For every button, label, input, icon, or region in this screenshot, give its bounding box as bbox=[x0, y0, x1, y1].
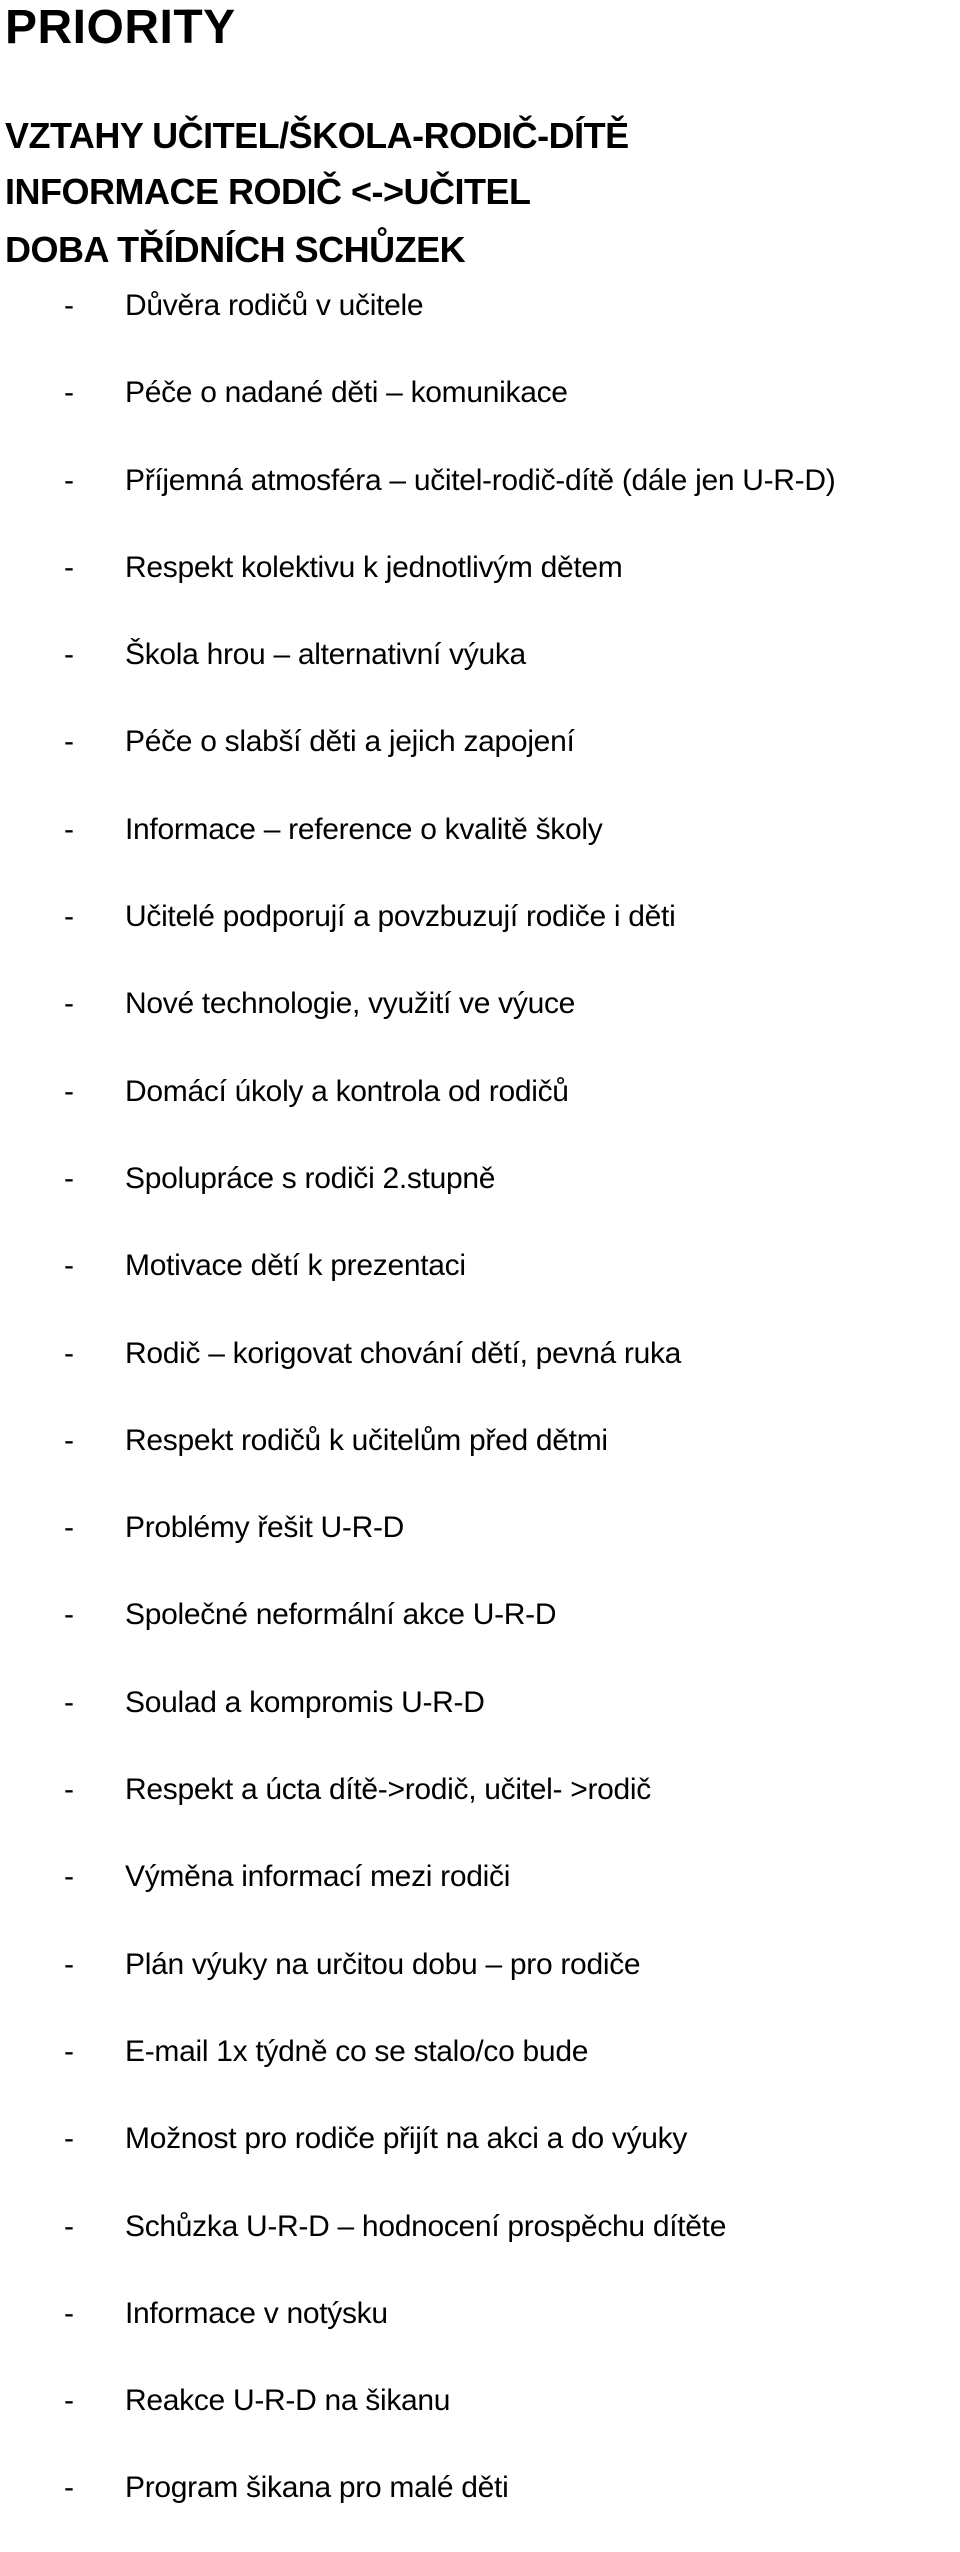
list-item-text: Péče o slabší děti a jejich zapojení bbox=[125, 725, 575, 759]
list-bullet: - bbox=[64, 2209, 74, 2243]
list-item-text: Důvěra rodičů v učitele bbox=[125, 289, 424, 322]
list-bullet: - bbox=[64, 289, 74, 322]
list-bullet: - bbox=[64, 376, 74, 410]
list-item-text: Respekt a úcta dítě->rodič, učitel- >rodič bbox=[125, 1773, 651, 1807]
list-item-text: Možnost pro rodiče přijít na akci a do výuky bbox=[125, 2122, 688, 2156]
list-item-text: Nové technologie, využití ve výuce bbox=[125, 987, 576, 1021]
list-item-text: Soulad a kompromis U-R-D bbox=[125, 1685, 485, 1719]
list-bullet: - bbox=[64, 1860, 74, 1894]
list-item-text: Péče o nadané děti – komunikace bbox=[125, 376, 568, 410]
list-item-text: Plán výuky na určitou dobu – pro rodiče bbox=[125, 1947, 641, 1981]
list-item-text: Spolupráce s rodiči 2.stupně bbox=[125, 1161, 496, 1195]
list-item-text: Příjemná atmosféra – učitel-rodič-dítě (dále jen U-R-D) bbox=[125, 463, 836, 497]
list-bullet: - bbox=[64, 2034, 74, 2068]
list-item-text: Informace v notýsku bbox=[125, 2296, 388, 2330]
section-heading-relations: VZTAHY UČITEL/ŠKOLA-RODIČ-DÍTĚ bbox=[5, 115, 629, 156]
list-item-text: Respekt kolektivu k jednotlivým dětem bbox=[125, 550, 623, 584]
list-bullet: - bbox=[64, 1336, 74, 1370]
list-bullet: - bbox=[64, 1685, 74, 1719]
list-item-text: Společné neformální akce U-R-D bbox=[125, 1598, 557, 1632]
list-bullet: - bbox=[64, 550, 74, 584]
list-item-text: Program šikana pro malé děti bbox=[125, 2471, 509, 2505]
list-item-text: Škola hrou – alternativní výuka bbox=[125, 638, 526, 672]
list-bullet: - bbox=[64, 1249, 74, 1283]
list-bullet: - bbox=[64, 1947, 74, 1981]
section-heading-meetings: DOBA TŘÍDNÍCH SCHŮZEK bbox=[5, 229, 466, 270]
list-bullet: - bbox=[64, 1423, 74, 1457]
list-item-text: Schůzka U-R-D – hodnocení prospěchu dítěte bbox=[125, 2209, 727, 2243]
list-bullet: - bbox=[64, 900, 74, 934]
list-bullet: - bbox=[64, 2122, 74, 2156]
list-item-text: Motivace dětí k prezentaci bbox=[125, 1249, 466, 1283]
page-title: PRIORITY bbox=[5, 1, 236, 54]
list-bullet: - bbox=[64, 725, 74, 759]
list-bullet: - bbox=[64, 1074, 74, 1108]
section-heading-information: INFORMACE RODIČ <->UČITEL bbox=[5, 171, 531, 212]
list-bullet: - bbox=[64, 463, 74, 497]
list-bullet: - bbox=[64, 1161, 74, 1195]
list-bullet: - bbox=[64, 1511, 74, 1545]
list-item-text: Učitelé podporují a povzbuzují rodiče i děti bbox=[125, 900, 676, 934]
list-bullet: - bbox=[64, 812, 74, 846]
list-item-text: Respekt rodičů k učitelům před dětmi bbox=[125, 1423, 608, 1457]
list-item-text: Informace – reference o kvalitě školy bbox=[125, 812, 603, 846]
list-bullet: - bbox=[64, 638, 74, 672]
list-item-text: Domácí úkoly a kontrola od rodičů bbox=[125, 1074, 569, 1108]
list-item-text: Problémy řešit U-R-D bbox=[125, 1511, 405, 1545]
list-item-text: Reakce U-R-D na šikanu bbox=[125, 2384, 451, 2418]
list-item-text: Výměna informací mezi rodiči bbox=[125, 1860, 511, 1894]
list-item-text: Rodič – korigovat chování dětí, pevná ruka bbox=[125, 1336, 682, 1370]
list-bullet: - bbox=[64, 1773, 74, 1807]
list-bullet: - bbox=[64, 2296, 74, 2330]
list-item-text: E-mail 1x týdně co se stalo/co bude bbox=[125, 2034, 589, 2068]
list-bullet: - bbox=[64, 2471, 74, 2505]
list-bullet: - bbox=[64, 987, 74, 1021]
list-bullet: - bbox=[64, 1598, 74, 1632]
list-bullet: - bbox=[64, 2384, 74, 2418]
